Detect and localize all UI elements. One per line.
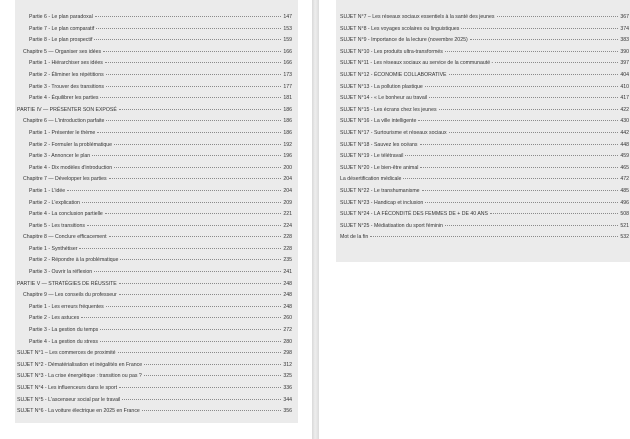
toc-entry[interactable]: [336, 14, 630, 26]
toc-entry-page-number: 200: [283, 164, 292, 171]
toc-entry[interactable]: [15, 373, 298, 385]
page-divider: [312, 0, 319, 439]
toc-entry-page-number: 532: [620, 234, 629, 241]
toc-entry-label: Partie 8 - Le plan prospectif: [29, 37, 93, 44]
toc-entry-label: SUJET N°25 - Médiatisation du sport féminin: [340, 222, 443, 229]
toc-leader-dots: [422, 190, 619, 191]
toc-leader-dots: [449, 132, 619, 133]
toc-entry-page-number: 186: [283, 106, 292, 113]
toc-entry-label: SUJET N°9 - Importance de la lecture (novembre 2025): [340, 37, 468, 44]
toc-entry-label: Chapitre 5 — Organiser ses idées: [23, 48, 102, 55]
toc-entry-label: Partie 2 - Répondre à la problématique: [29, 257, 119, 264]
toc-leader-dots: [420, 167, 618, 168]
toc-entry-page-number: 173: [283, 71, 292, 78]
toc-entry[interactable]: [336, 130, 630, 142]
toc-entry-label: SUJET N°3 - La crise énergétique : transition ou pas ?: [17, 373, 142, 380]
toc-leader-dots: [96, 28, 281, 29]
toc-entry-page-number: 260: [283, 315, 292, 322]
toc-leader-dots: [470, 39, 619, 40]
toc-entry-page-number: 298: [283, 350, 292, 357]
table-of-contents-left: [15, 0, 298, 423]
toc-entry-page-number: 235: [283, 257, 292, 264]
toc-leader-dots: [405, 155, 618, 156]
toc-entry-page-number: 390: [620, 48, 629, 55]
toc-entry-label: Partie 2 - Formuler la problématique: [29, 141, 113, 148]
toc-entry[interactable]: [15, 165, 298, 177]
toc-leader-dots: [461, 28, 618, 29]
toc-leader-dots: [445, 225, 618, 226]
toc-entry-label: Partie 1 - Hiérarchiser ses idées: [29, 60, 103, 67]
toc-entry-label: SUJET N°20 - Le bien-être animal: [340, 164, 419, 171]
toc-entry[interactable]: [336, 142, 630, 154]
toc-entry-label: SUJET N°5 - L'ascenseur social par le travail: [17, 396, 121, 403]
toc-entry-label: Chapitre 8 — Conclure efficacement: [23, 234, 107, 241]
toc-entry-page-number: 356: [283, 408, 292, 415]
toc-entry[interactable]: [15, 107, 298, 119]
toc-entry[interactable]: [15, 281, 298, 293]
toc-entry-page-number: 177: [283, 83, 292, 90]
toc-entry-label: Partie 4 - La conclusion partielle: [29, 211, 103, 218]
toc-entry-label: PARTIE IV — PRÉSENTER SON EXPOSÉ: [17, 106, 117, 113]
toc-entry-page-number: 153: [283, 25, 292, 32]
toc-entry-label: Partie 7 - Le plan comparatif: [29, 25, 95, 32]
toc-entry-label: Chapitre 6 — L'introduction parfaite: [23, 118, 105, 125]
toc-entry-label: Partie 5 - Les transitions: [29, 222, 85, 229]
toc-entry-page-number: 496: [620, 199, 629, 206]
toc-entry-page-number: 248: [283, 280, 292, 287]
toc-leader-dots: [114, 144, 281, 145]
toc-entry[interactable]: [15, 339, 298, 351]
toc-entry-page-number: 166: [283, 60, 292, 67]
toc-leader-dots: [119, 387, 281, 388]
toc-entry[interactable]: [15, 176, 298, 188]
toc-leader-dots: [114, 167, 281, 168]
toc-entry[interactable]: [336, 223, 630, 235]
toc-entry[interactable]: [15, 223, 298, 235]
toc-entry[interactable]: [336, 37, 630, 49]
toc-leader-dots: [429, 97, 618, 98]
toc-entry-page-number: 186: [283, 118, 292, 125]
toc-leader-dots: [87, 225, 281, 226]
toc-entry-page-number: 417: [620, 95, 629, 102]
toc-leader-dots: [119, 294, 282, 295]
toc-leader-dots: [106, 74, 282, 75]
toc-entry-label: SUJET N°13 - La pollution plastique: [340, 83, 423, 90]
toc-leader-dots: [92, 155, 281, 156]
toc-leader-dots: [497, 16, 619, 17]
toc-entry[interactable]: [336, 176, 630, 188]
toc-entry-label: Partie 3 - Ouvrir la réflexion: [29, 269, 93, 276]
toc-leader-dots: [439, 109, 619, 110]
toc-entry-page-number: 442: [620, 129, 629, 136]
toc-leader-dots: [118, 352, 282, 353]
toc-entry[interactable]: [15, 49, 298, 61]
toc-entry-page-number: 192: [283, 141, 292, 148]
toc-leader-dots: [100, 329, 281, 330]
toc-entry-page-number: 280: [283, 338, 292, 345]
toc-entry-page-number: 147: [283, 14, 292, 20]
toc-entry[interactable]: [15, 118, 298, 130]
toc-leader-dots: [81, 317, 281, 318]
toc-entry-page-number: 159: [283, 37, 292, 44]
toc-leader-dots: [144, 364, 281, 365]
toc-entry-label: SUJET N°16 - La ville intelligente: [340, 118, 417, 125]
toc-leader-dots: [370, 236, 618, 237]
toc-entry[interactable]: [15, 60, 298, 72]
toc-entry-page-number: 228: [283, 245, 292, 252]
toc-entry-label: SUJET N°7 – Les réseaux sociaux essentiels à la santé des jeunes: [340, 14, 495, 20]
toc-entry-label: SUJET N°6 - La voiture électrique en 2025 en France: [17, 408, 140, 415]
toc-entry-label: La désertification médicale: [340, 176, 402, 183]
toc-leader-dots: [97, 132, 281, 133]
toc-entry-label: SUJET N°4 - Les influenceurs dans le sport: [17, 385, 118, 391]
toc-leader-dots: [144, 375, 282, 376]
toc-entry[interactable]: [336, 84, 630, 96]
toc-entry-label: Partie 1 - Synthétiser: [29, 245, 78, 252]
toc-entry-label: SUJET N°18 - Sauvez les océans: [340, 141, 418, 148]
toc-entry-page-number: 422: [620, 106, 629, 113]
table-of-contents-right: [336, 0, 630, 262]
toc-entry-page-number: 344: [283, 396, 292, 403]
toc-entry-page-number: 336: [283, 385, 292, 391]
toc-entry[interactable]: [15, 153, 298, 165]
toc-leader-dots: [403, 178, 618, 179]
toc-leader-dots: [120, 259, 281, 260]
toc-leader-dots: [100, 341, 281, 342]
toc-entry-label: Partie 4 - Dix modèles d'introduction: [29, 164, 113, 171]
toc-entry[interactable]: [15, 234, 298, 246]
toc-entry-page-number: 248: [283, 303, 292, 310]
toc-entry[interactable]: [336, 153, 630, 165]
toc-leader-dots: [105, 62, 282, 63]
toc-entry[interactable]: [336, 165, 630, 177]
toc-entry-label: SUJET N°12 - ÉCONOMIE COLLABORATIVE: [340, 71, 447, 78]
toc-entry-page-number: 221: [283, 211, 292, 218]
toc-leader-dots: [94, 271, 281, 272]
toc-entry[interactable]: [336, 234, 630, 246]
toc-entry-label: SUJET N°1 – Les commerces de proximité: [17, 350, 116, 357]
toc-leader-dots: [106, 120, 281, 121]
toc-leader-dots: [119, 283, 282, 284]
toc-entry[interactable]: [336, 60, 630, 72]
toc-leader-dots: [495, 62, 618, 63]
toc-entry-page-number: 472: [620, 176, 629, 183]
toc-entry[interactable]: [15, 84, 298, 96]
toc-entry-page-number: 312: [283, 361, 292, 368]
toc-entry[interactable]: [15, 408, 298, 420]
toc-leader-dots: [425, 202, 618, 203]
toc-leader-dots: [490, 213, 618, 214]
toc-entry-page-number: 397: [620, 60, 629, 67]
toc-entry-page-number: 228: [283, 234, 292, 241]
toc-entry-label: Partie 1 - Présenter le thème: [29, 129, 96, 136]
toc-entry-page-number: 465: [620, 164, 629, 171]
toc-entry-label: Partie 1 - L'idée: [29, 187, 66, 194]
toc-entry-label: SUJET N°10 - Les produits ultra-transformés: [340, 48, 443, 55]
toc-entry[interactable]: [336, 188, 630, 200]
toc-entry-page-number: 404: [620, 71, 629, 78]
toc-entry-page-number: 325: [283, 373, 292, 380]
toc-entry-label: Partie 3 - Annoncer le plan: [29, 153, 91, 160]
toc-entry[interactable]: [15, 246, 298, 258]
document-page-right: [319, 0, 630, 439]
toc-leader-dots: [418, 120, 618, 121]
toc-leader-dots: [109, 178, 282, 179]
toc-entry-label: SUJET N°17 - Surtourisme et réseaux sociaux: [340, 129, 447, 136]
toc-entry[interactable]: [15, 142, 298, 154]
toc-entry-page-number: 448: [620, 141, 629, 148]
toc-entry[interactable]: [336, 107, 630, 119]
toc-entry-page-number: 508: [620, 211, 629, 218]
toc-entry-label: Partie 6 - Le plan paradoxal: [29, 14, 93, 20]
toc-entry[interactable]: [15, 211, 298, 223]
toc-entry-label: SUJET N°14 - « Le bonheur au travail: [340, 95, 428, 102]
toc-entry-page-number: 241: [283, 269, 292, 276]
toc-leader-dots: [449, 74, 619, 75]
toc-entry-label: PARTIE V — STRATÉGIES DE RÉUSSITE: [17, 280, 117, 287]
toc-leader-dots: [67, 190, 281, 191]
toc-entry[interactable]: [15, 200, 298, 212]
toc-entry[interactable]: [15, 315, 298, 327]
toc-entry-page-number: 181: [283, 95, 292, 102]
toc-leader-dots: [119, 109, 282, 110]
toc-leader-dots: [100, 97, 281, 98]
toc-leader-dots: [103, 51, 281, 52]
toc-entry-label: SUJET N°23 - Handicap et inclusion: [340, 199, 424, 206]
toc-entry-label: Chapitre 9 — Les conseils du professeur: [23, 292, 117, 299]
toc-entry[interactable]: [15, 37, 298, 49]
toc-entry[interactable]: [336, 211, 630, 223]
toc-entry-label: Partie 1 - Les erreurs fréquentes: [29, 303, 104, 310]
toc-entry-page-number: 209: [283, 199, 292, 206]
toc-leader-dots: [94, 39, 281, 40]
toc-leader-dots: [82, 202, 281, 203]
toc-leader-dots: [106, 306, 282, 307]
toc-entry[interactable]: [15, 188, 298, 200]
toc-entry-label: Chapitre 7 — Développer les parties: [23, 176, 107, 183]
toc-entry[interactable]: [15, 130, 298, 142]
toc-entry-label: SUJET N°2 - Dématérialisation et inégalités en France: [17, 361, 143, 368]
toc-entry[interactable]: [15, 397, 298, 409]
toc-leader-dots: [420, 144, 619, 145]
toc-entry[interactable]: [15, 362, 298, 374]
toc-entry[interactable]: [15, 14, 298, 26]
toc-entry-label: Partie 2 - L'explication: [29, 199, 80, 206]
toc-entry-label: Partie 3 - Trouver des transitions: [29, 83, 104, 90]
toc-entry[interactable]: [15, 292, 298, 304]
toc-entry[interactable]: [15, 72, 298, 84]
toc-entry-page-number: 459: [620, 153, 629, 160]
toc-entry-page-number: 521: [620, 222, 629, 229]
toc-entry-page-number: 204: [283, 187, 292, 194]
toc-entry[interactable]: [15, 327, 298, 339]
toc-entry-label: Partie 2 - Éliminer les répétitions: [29, 71, 104, 78]
toc-entry-page-number: 166: [283, 48, 292, 55]
toc-entry[interactable]: [15, 385, 298, 397]
toc-leader-dots: [445, 51, 618, 52]
toc-leader-dots: [79, 248, 281, 249]
toc-entry-label: Mot de la fin: [340, 234, 369, 241]
toc-entry[interactable]: [15, 304, 298, 316]
toc-entry-page-number: 430: [620, 118, 629, 125]
toc-entry[interactable]: [336, 49, 630, 61]
toc-leader-dots: [105, 213, 282, 214]
toc-entry-page-number: 485: [620, 187, 629, 194]
toc-entry[interactable]: [15, 269, 298, 281]
toc-entry-page-number: 374: [620, 25, 629, 32]
toc-entry-label: SUJET N°8 - Les voyages scolaires ou linguistiques: [340, 25, 460, 32]
toc-entry[interactable]: [15, 350, 298, 362]
toc-leader-dots: [106, 86, 281, 87]
document-page-left: [0, 0, 312, 439]
toc-entry[interactable]: [336, 26, 630, 38]
toc-entry-label: Partie 3 - La gestion du temps: [29, 327, 99, 334]
toc-entry-label: SUJET N°22 - Le transhumanisme: [340, 187, 420, 194]
toc-entry[interactable]: [336, 95, 630, 107]
toc-leader-dots: [142, 410, 282, 411]
toc-leader-dots: [95, 16, 282, 17]
toc-entry-page-number: 272: [283, 327, 292, 334]
toc-entry-label: SUJET N°11 - Les réseaux sociaux au service de la communauté -: [340, 60, 494, 67]
toc-entry-label: Partie 4 - Équilibrer les parties: [29, 95, 99, 102]
toc-entry[interactable]: [336, 200, 630, 212]
toc-entry-page-number: 410: [620, 83, 629, 90]
toc-entry-label: Partie 4 - La gestion du stress: [29, 338, 98, 345]
toc-entry[interactable]: [336, 118, 630, 130]
toc-leader-dots: [122, 399, 281, 400]
toc-entry-page-number: 383: [620, 37, 629, 44]
toc-entry-label: SUJET N°19 - Le télétravail: [340, 153, 404, 160]
toc-entry-page-number: 248: [283, 292, 292, 299]
toc-entry-page-number: 196: [283, 153, 292, 160]
toc-entry-page-number: 367: [620, 14, 629, 20]
toc-entry-label: Partie 2 - Les astuces: [29, 315, 80, 322]
toc-leader-dots: [109, 236, 282, 237]
toc-entry-label: SUJET N°15 - Les écrans chez les jeunes: [340, 106, 437, 113]
toc-entry[interactable]: [336, 72, 630, 84]
toc-entry[interactable]: [15, 95, 298, 107]
toc-entry-label: SUJET N°24 - LA FÉCONDITÉ DES FEMMES DE + DE 40 ANS: [340, 211, 488, 218]
toc-entry-page-number: 186: [283, 129, 292, 136]
toc-leader-dots: [425, 86, 619, 87]
toc-entry-page-number: 224: [283, 222, 292, 229]
toc-entry[interactable]: [15, 26, 298, 38]
toc-entry[interactable]: [15, 257, 298, 269]
toc-entry-page-number: 204: [283, 176, 292, 183]
